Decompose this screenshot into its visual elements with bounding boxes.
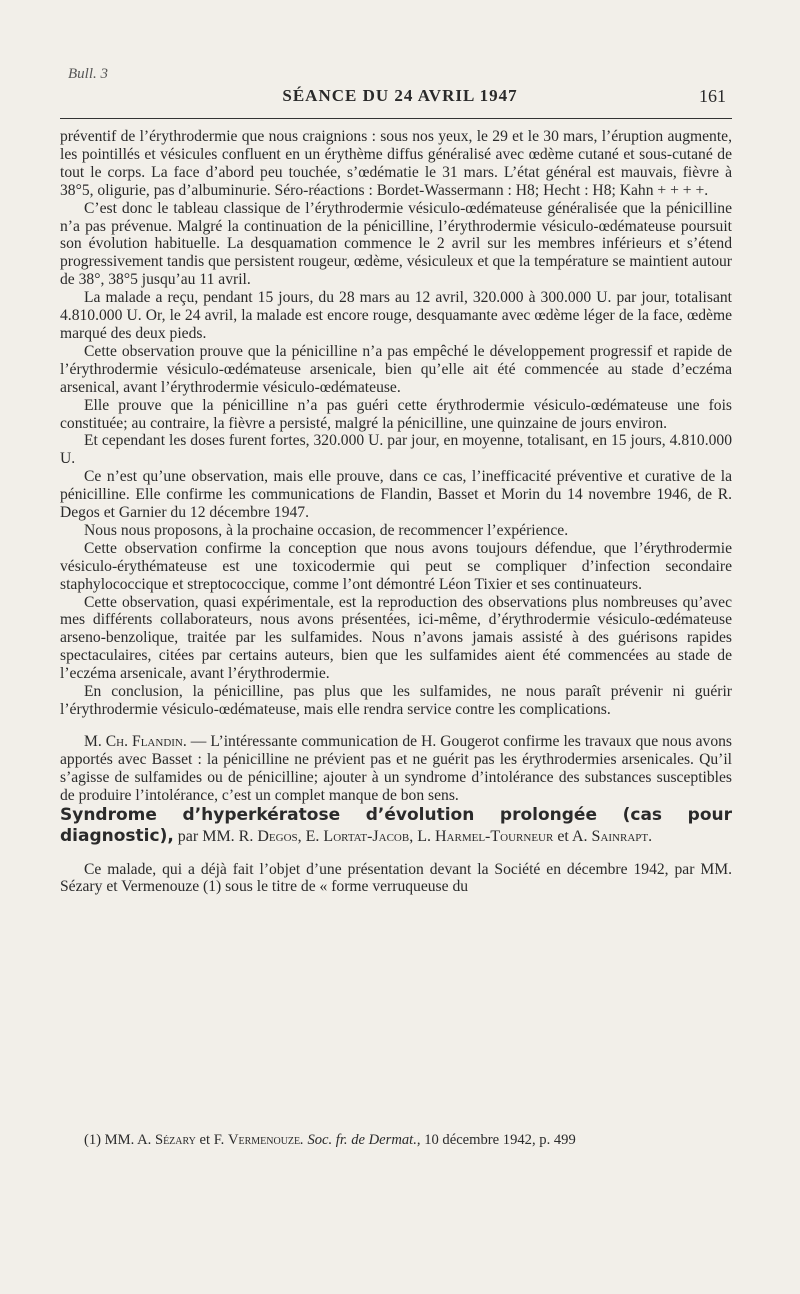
paragraph: Ce n’est qu’une observation, mais elle prouve, dans ce cas, l’inefficacité préventive et curative de la pénicilline. Elle confirme les communications de Flandin, Basset et Morin du 14 novembre 1946, de R. Degos et Garnier du 12 décembre 1947. xyxy=(60,468,732,522)
paragraph: La malade a reçu, pendant 15 jours, du 28 mars au 12 avril, 320.000 à 300.000 U. par jour, totalisant 4.810.000 U. Or, le 24 avril, la malade est encore rouge, desquamante avec œdème léger de la face, œdème marqué des deux pieds. xyxy=(60,289,732,342)
footnote-author: Sézary xyxy=(154,1132,196,1148)
footnote-number: (1) MM. A. xyxy=(84,1132,155,1148)
body-text xyxy=(60,128,732,896)
author-end: . xyxy=(648,827,653,845)
paragraph: C’est donc le tableau classique de l’érythrodermie vésiculo-œdémateuse généralisée que la pénicilline n’a pas prévenue. Malgré la continuation de la pénicilline, l’érythrodermie vésiculo-œdémateuse poursuit son évolution habituelle. La desquamation commence le 2 avril sur les membres inférieurs et s’étend progressivement tandis que persistent rougeur, œdème, vésiculeux et que la température se maintient autour de 38°, 38°5 jusqu’au 11 avril. xyxy=(60,199,732,289)
author-name: Lortat-Jacob xyxy=(323,827,410,845)
authors-prefix: par MM. R. xyxy=(173,827,258,845)
page-number: 161 xyxy=(699,86,726,106)
footnote xyxy=(84,1132,732,1149)
section-heading xyxy=(60,805,732,847)
paragraph: Cette observation, quasi expérimentale, est la reproduction des observations plus nombreuses qu’avec mes différents collaborateurs, nous avons présentées, ici-même, d’érythrodermie vésiculo-œdémateuse arseno-benzolique, traitée par les sulfamides. Nous n’avons jamais assisté à des guérisons rapides spectaculaires, citées par certains auteurs, bien que les sulfamides aient été commencées au stade de l’eczéma arsenicale, avant l’érythrodermie. xyxy=(60,593,732,683)
footnote-author: Vermenouze xyxy=(227,1132,301,1148)
author-separator: , L. xyxy=(409,827,435,845)
paragraph: Elle prouve que la pénicilline n’a pas guéri cette érythrodermie vésiculo-œdémateuse une fois constituée; au contraire, la fièvre a persisté, malgré la pénicilline, une quinzaine de jours environ. xyxy=(60,396,732,432)
paragraph: Cette observation prouve que la pénicilline n’a pas empêché le développement progressif et rapide de l’érythrodermie vésiculo-œdémateuse arsenicale, bien qu’elle ait été commencée au stade d’eczéma arsenical, avant l’érythrodermie vésiculo-œdémateuse. xyxy=(60,342,732,396)
footnote-separator: et F. xyxy=(195,1132,228,1148)
paragraph: Ce malade, qui a déjà fait l’objet d’une présentation devant la Société en décembre 1942, par MM. Sézary et Vermenouze (1) sous le titre de « forme verruqueuse du xyxy=(60,860,732,896)
author-name: Sainrapt xyxy=(591,827,649,845)
page-title: SÉANCE DU 24 AVRIL 1947 xyxy=(282,86,518,105)
header-rule xyxy=(60,118,732,119)
bulletin-number: Bull. 3 xyxy=(68,66,108,82)
discussion-paragraph xyxy=(60,733,732,805)
paragraph: Nous nous proposons, à la prochaine occasion, de recommencer l’expérience. xyxy=(84,521,569,539)
paragraph: En conclusion, la pénicilline, pas plus que les sulfamides, ne nous paraît prévenir ni guérir l’érythrodermie vésiculo-œdémateuse, mais elle rendra service contre les complications. xyxy=(60,683,732,718)
footnote-date: , 10 décembre 1942, p. 499 xyxy=(416,1132,576,1148)
discussion-text: — L’intéressante communication de H. Gougerot confirme les travaux que nous avons apportés avec Basset : la pénicilline ne prévient pas et ne guérit pas les érythrodermies arsenicales. Qu’il s’agisse de sulfamides ou de pénicilline; ajouter à un syndrome d’intolérance des substances susceptibles de produire l’intolérance, c’est un complet manque de bon sens. xyxy=(60,732,732,804)
speaker-name: M. Ch. Flandin. xyxy=(84,732,187,750)
author-separator: , E. xyxy=(297,827,324,845)
section-title: Syndrome d’hyperkératose d’évolution prolongée (cas pour diagnostic), xyxy=(60,804,732,846)
paragraph: Et cependant les doses furent fortes, 320.000 U. par jour, en moyenne, totalisant, en 15 jours, 4.810.000 U. xyxy=(60,432,732,468)
author-name: Degos xyxy=(257,827,298,845)
paragraph: Cette observation confirme la conception que nous avons toujours défendue, que l’érythrodermie vésiculo-érythémateuse est une toxicodermie qui peut se compliquer d’infection secondaire staphylococcique et streptococcique, comme l’ont démontré Léon Tixier et ses continuateurs. xyxy=(60,539,732,593)
author-name: Harmel-Tourneur xyxy=(435,827,554,845)
paragraph: préventif de l’érythrodermie que nous craignions : sous nos yeux, le 29 et le 30 mars, l’éruption augmente, les pointillés et vésicules confluent en un érythème diffus généralisé avec œdème cutané et sous-cutané de tout le corps. La face d’abord peu touchée, s’œdématie le 31 mars. L’état général est mauvais, fièvre à 38°5, oligurie, pas d’albuminurie. Séro-réactions : Bordet-Wassermann : H8; Hecht : H8; Kahn + + + +. xyxy=(60,128,732,199)
author-separator: et A. xyxy=(553,827,592,845)
footnote-journal: . Soc. fr. de Dermat. xyxy=(300,1132,417,1148)
